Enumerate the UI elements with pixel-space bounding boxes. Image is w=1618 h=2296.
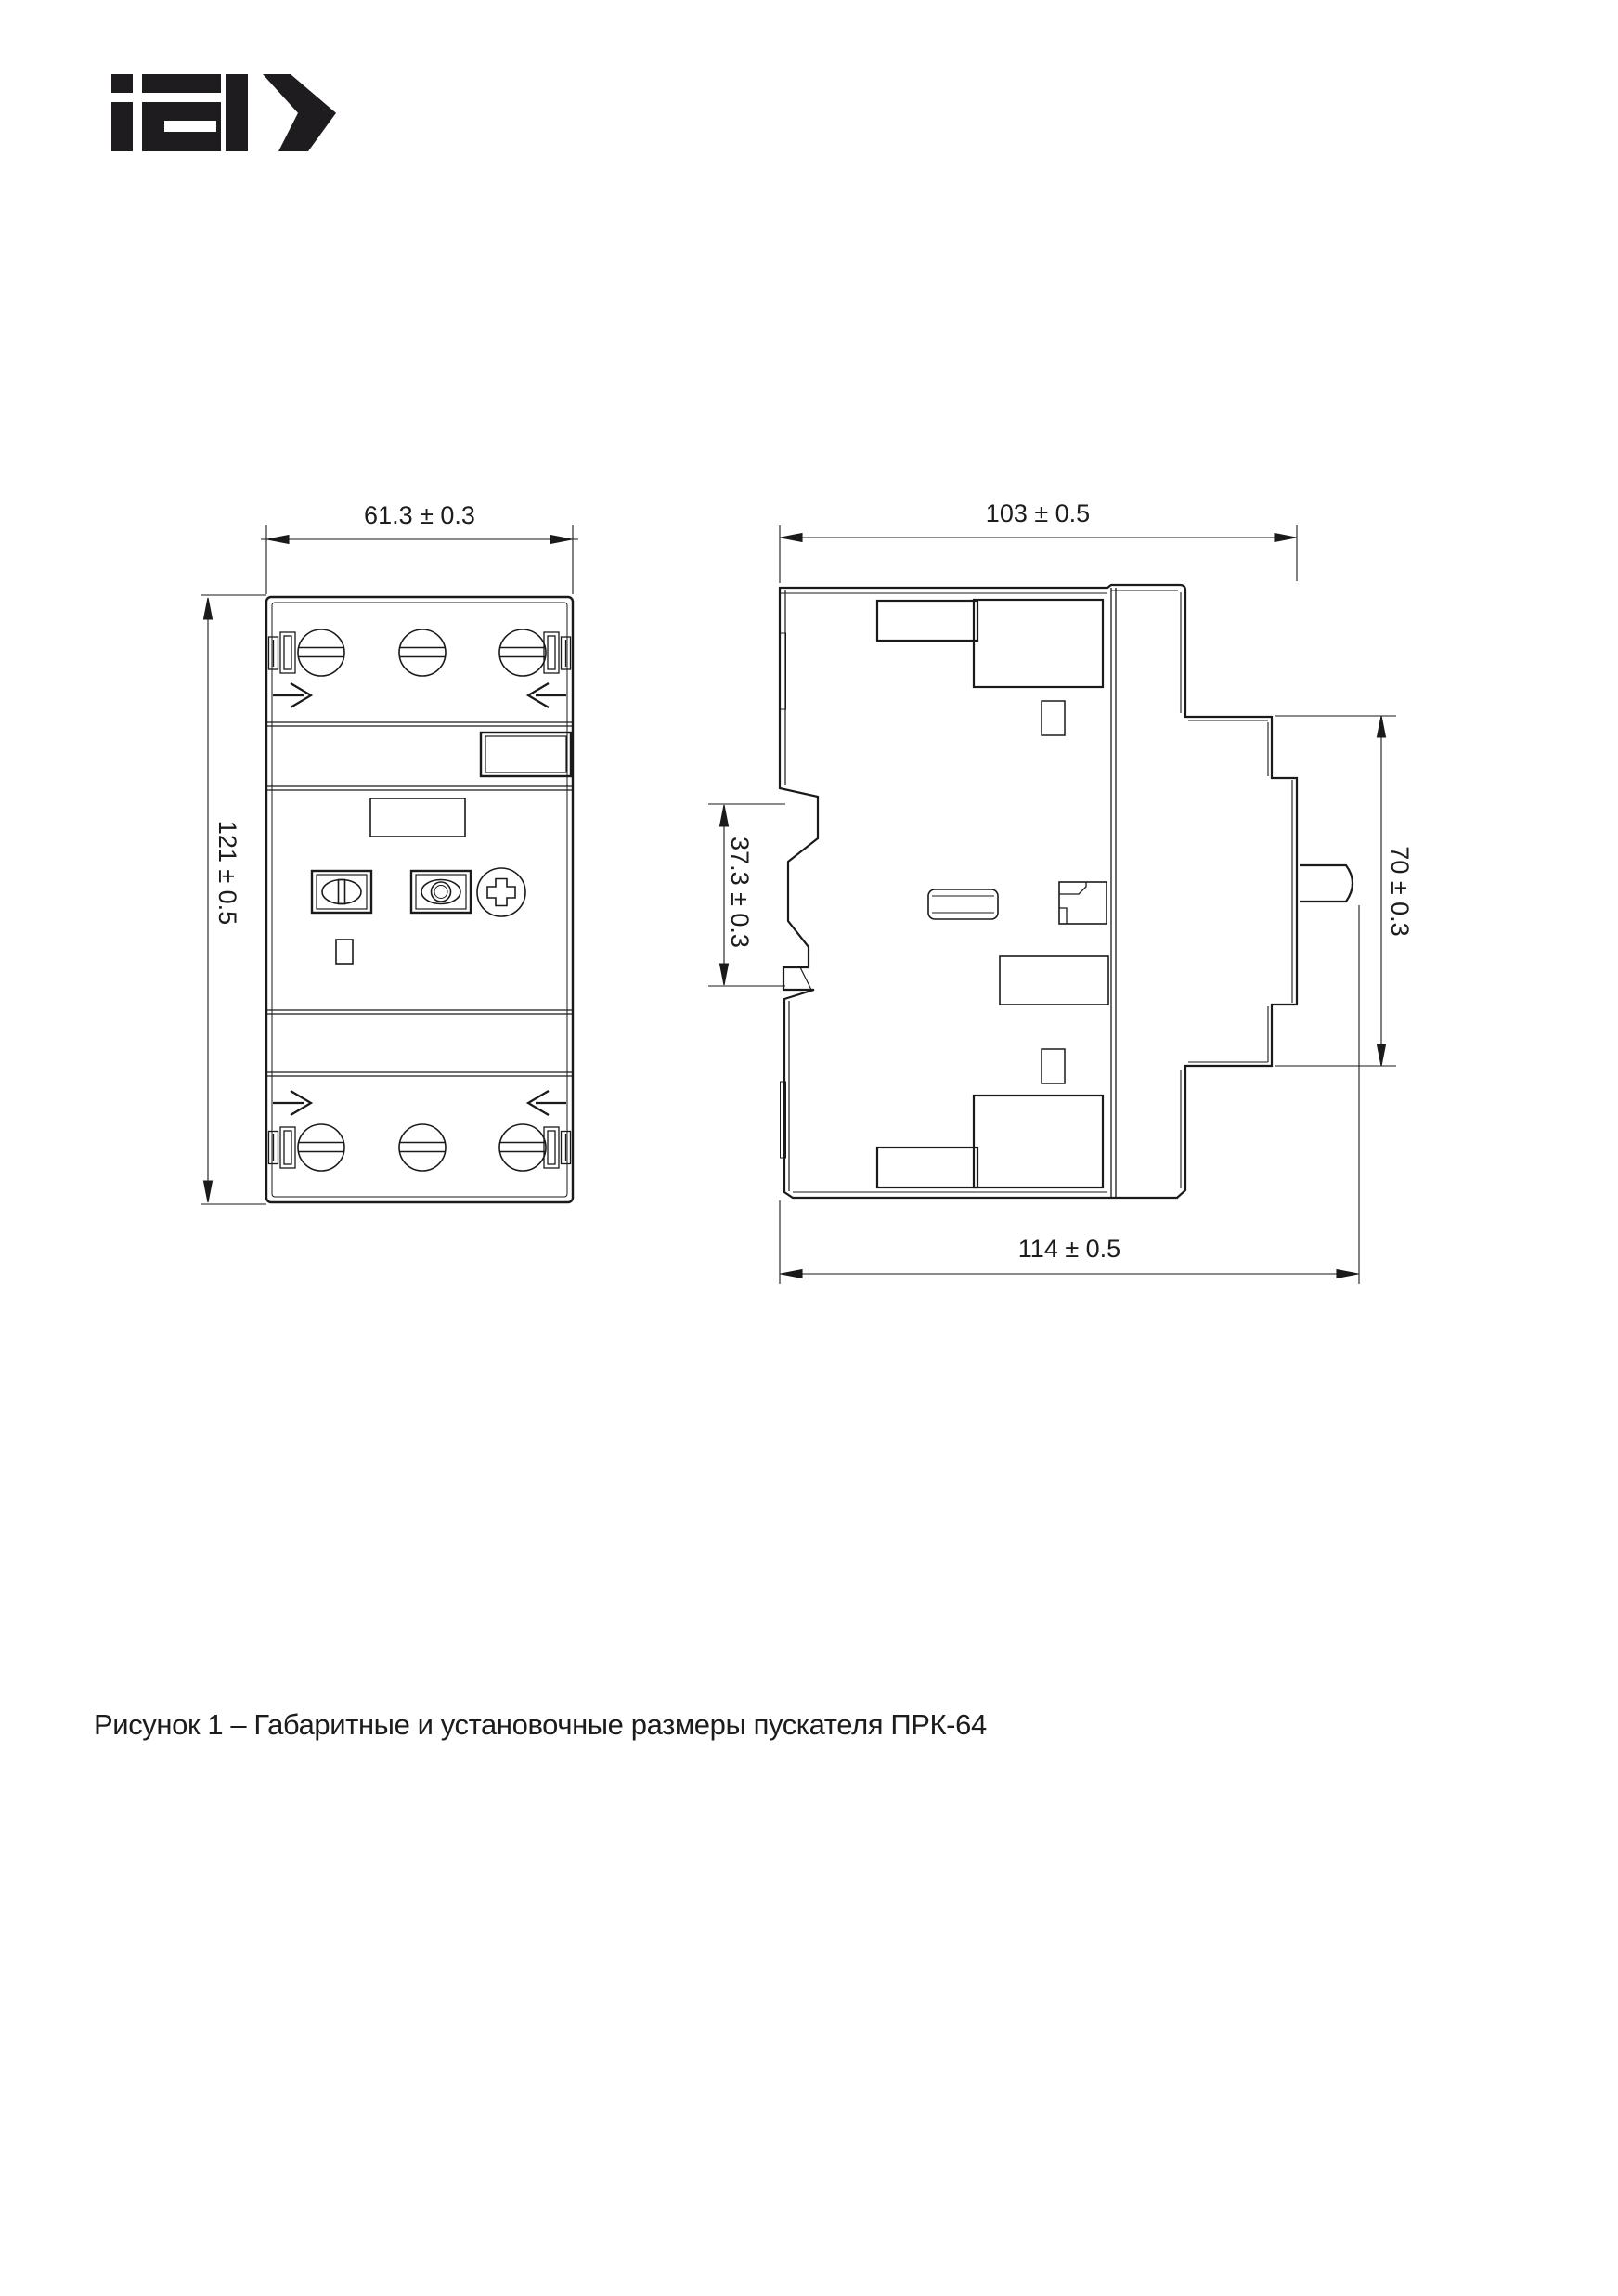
dim-front-width-lines [261,525,578,594]
internal-partition-line [1111,588,1116,1198]
inner-rect-top-right [974,600,1103,687]
dim-front-height-label: 121 ± 0.5 [214,820,241,926]
start-button [312,871,371,913]
side-body-outline [780,585,1297,1198]
mid-rect [1000,956,1108,1005]
mid-slot-rounded [928,889,998,919]
dim-front-face-lines [1275,716,1396,1066]
test-slot-rect [336,940,353,964]
rating-label-rect [370,798,465,837]
wire-direction-arrows-top [273,683,566,707]
inner-slot-lower [1042,1049,1065,1083]
dim-side-bottom-label: 114 ± 0.5 [1017,1235,1121,1263]
dimension-lines [201,525,1396,1284]
dim-side-top-lines [780,525,1297,583]
dim-front-width-label: 61.3 ± 0.3 [364,501,475,529]
dim-front-face-label: 70 ± 0.3 [1386,846,1414,937]
actuator-shaft [1300,865,1353,902]
dim-side-top-label: 103 ± 0.5 [985,499,1091,527]
bottom-terminal-screws [298,1124,546,1171]
inner-rect-top-left [877,601,977,641]
top-terminal-clamps [269,632,571,673]
outline-inner-lines [780,590,1292,1192]
inner-rect-bottom-left [877,1148,977,1187]
dim-din-rail-label: 37.3 ± 0.3 [726,837,754,948]
stop-button [411,871,471,913]
front-window-rect [481,733,571,776]
side-view [780,585,1353,1198]
front-view [266,597,573,1202]
inner-slot-upper [1042,701,1065,735]
bottom-terminal-clamps [269,1127,571,1168]
adjustment-screw [477,868,525,916]
figure-caption: Рисунок 1 – Габаритные и установочные размеры пускателя ПРК-64 [94,1708,987,1741]
inner-rect-bottom-right [974,1096,1103,1187]
din-rail-channel-details [785,590,811,1191]
top-terminal-screws [298,629,546,676]
wire-direction-arrows-bottom [273,1091,566,1115]
mid-notched-square [1059,882,1107,924]
